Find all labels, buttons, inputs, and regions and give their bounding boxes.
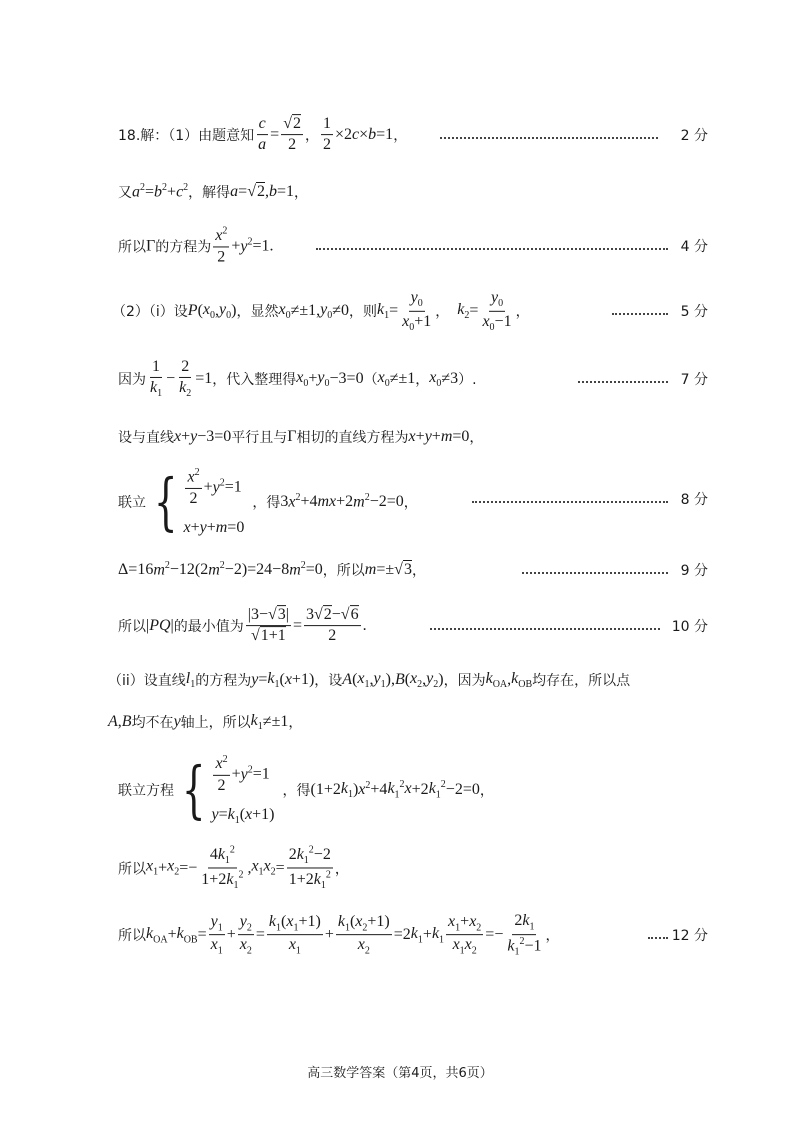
line-text: 平行且与 bbox=[231, 430, 288, 446]
page-footer: 高三数学答案（第4页，共6页） bbox=[307, 1066, 493, 1081]
solution-line-4: （2）（i）设 P ( $x_0$ , $y_0$ ) ，显然 $x_0$ ≠±1, $y_0$ ≠0 ，则 $k_1$ = $\frac{y_0}{x_0+1}$ ， $k_2$ = $\frac{y_0}{x_0-1}$ ， bbox=[112, 288, 530, 333]
line-text: ，显然 bbox=[236, 304, 279, 320]
line-text: （ bbox=[363, 371, 378, 388]
line-text: ，设 bbox=[314, 673, 343, 689]
solution-line-12: 联立方程 { $\frac{x^2}{2}$ $+y^2=1$ $y=k_1(x+1)$ ，得 (1+2 $k_1$ ) $x^2$ +4 $k_1^2x$ +2 $k_1^2$ −2=0 ， bbox=[118, 752, 494, 827]
line-text: 又 bbox=[118, 185, 132, 201]
dot-leader bbox=[440, 135, 658, 139]
solution-line-6: 设与直线 x + y −3=0 平行且与 Γ 相切的直线方程为 x + y + m =0 ， bbox=[118, 428, 484, 446]
solution-line-13: 所以 $x_1$ + $x_2$ =− $\frac{4k_1^2}{1+2k_1^2}$ , $x_1x_2$ = $\frac{2k_1^2-2}{1+2k_1^2}$ ， bbox=[118, 844, 349, 892]
solution-line-5: 因为 $\frac{1}{k_1}$ − $\frac{2}{k_2}$ =1 ，代入整理得 $x_0$ + $y_0$ −3=0 （ $x_0$ ≠±1 ， $x_0$ ≠3 ）. bbox=[118, 357, 477, 400]
fraction-x2-over-2: $\frac{x^2}{2}$ bbox=[215, 225, 228, 266]
line-text: 均存在，所以点 bbox=[532, 673, 631, 689]
fraction-distance: $\frac{|3-√3|}{√1+1}$ bbox=[247, 606, 289, 645]
line-text: 的方程为 bbox=[195, 673, 252, 689]
line-text: 所以 bbox=[118, 619, 146, 635]
fraction-c-over-a: $\frac{c}{a}$ bbox=[258, 115, 267, 154]
line-text: 所以 bbox=[118, 927, 146, 944]
dot-leader bbox=[430, 626, 660, 630]
score-mark: 4 分 bbox=[680, 239, 708, 255]
line-text: 均不在 bbox=[131, 715, 174, 731]
solution-line-11: A , B 均不在 y 轴上，所以 $k_1$ ≠±1 ， bbox=[108, 711, 303, 733]
fraction-1-over-k1: $\frac{1}{k_1}$ bbox=[150, 357, 163, 400]
dot-leader bbox=[472, 499, 668, 503]
line-text: 设与直线 bbox=[118, 430, 174, 446]
score-mark: 9 分 bbox=[680, 563, 708, 579]
score-mark: 5 分 bbox=[680, 304, 708, 320]
solution-line-10: （ii）设直线 $l_1$ 的方程为 y = $k_1$ ( x +1) ，设 A ( $x_1$ , $y_1$ ), B ( $x_2$ , $y_2$ ) ，因为 $k_{OA}$ , $k_{OB}$ 均存在，所以点 bbox=[108, 669, 631, 691]
line-text: ，因为 bbox=[443, 673, 486, 689]
fraction-2-over-k2: $\frac{2}{k_2}$ bbox=[179, 357, 192, 400]
dot-leader bbox=[648, 935, 668, 939]
line-text: 轴上，所以 bbox=[180, 715, 251, 731]
fraction-sum-roots: $\frac{4k_1^2}{1+2k_1^2}$ bbox=[201, 844, 244, 892]
line-text: ，代入整理得 bbox=[212, 371, 297, 388]
solution-line-8: Δ=16 $m^2$ −12(2 $m^2$ −2)=24−8 $m^2$ =0 ，所以 m =±√3 ， bbox=[118, 560, 426, 579]
question-intro: 18.解：（1）由题意知 bbox=[118, 128, 255, 144]
line-text: 联立方程 bbox=[118, 782, 174, 799]
score-mark: 7 分 bbox=[680, 372, 708, 388]
dot-leader bbox=[522, 570, 668, 574]
fraction-product-roots: $\frac{2k_1^2-2}{1+2k_1^2}$ bbox=[288, 844, 331, 892]
line-text: 的最小值为 bbox=[173, 619, 244, 635]
solution-line-7: 联立 { $\frac{x^2}{2}$ $+y^2=1$ x+y+m=0 ，得 3 $x^2$ +4 mx +2 $m^2$ −2=0 ， bbox=[118, 464, 418, 538]
fraction-k1: $\frac{y_0}{x_0+1}$ bbox=[402, 288, 432, 333]
line-text: 相切的直线方程为 bbox=[296, 430, 409, 446]
line-text: ）. bbox=[458, 371, 477, 388]
score-mark: 2 分 bbox=[680, 128, 708, 144]
line-text: 联立 bbox=[118, 494, 146, 511]
fraction-min-value: $\frac{3√2-√6}{2}$ bbox=[305, 606, 359, 645]
line-text: ，解得 bbox=[188, 185, 231, 201]
fraction-one-half: $\frac{1}{2}$ bbox=[322, 115, 331, 154]
line-text: （ii）设直线 bbox=[108, 673, 186, 689]
line-text: （2）（i）设 bbox=[112, 304, 188, 320]
dot-leader bbox=[612, 311, 668, 315]
fraction-k2: $\frac{y_0}{x_0-1}$ bbox=[482, 288, 512, 333]
solution-line-9: 所以 | PQ | 的最小值为 $\frac{|3-√3|}{√1+1}$ = $\frac{3√2-√6}{2}$ . bbox=[118, 606, 367, 645]
line-text: 的方程为 bbox=[155, 238, 212, 255]
dot-leader bbox=[578, 379, 668, 383]
line-text: ，所以 bbox=[322, 563, 365, 579]
solution-line-14: 所以 $k_{OA}$ + $k_{OB}$ = $\frac{y_1}{x_1}$ + $\frac{y_2}{x_2}$ = $\frac{k_1(x_1+1)}{x_1}$ + $\frac{k_1(x_2+1)}{x_2}$ =2 $k_1$ + $k_1$ $\frac{x_1+x_2}{x_1x_2}$ =− $\frac{2k_1}{k_1^2-1}$ ， bbox=[118, 912, 560, 958]
fraction-sqrt2-over-2: $\frac{√2}{2}$ bbox=[283, 115, 301, 154]
line-text: 所以 bbox=[118, 861, 146, 877]
line-text: ，得 bbox=[252, 494, 281, 511]
equation-system: { $\frac{x^2}{2}$ $+y^2=1$ $y=k_1(x+1)$ bbox=[181, 752, 275, 827]
score-mark: 10 分 bbox=[671, 619, 708, 635]
line-text: 所以 bbox=[118, 238, 146, 255]
score-mark: 12 分 bbox=[671, 928, 708, 944]
solution-line-1: 18.解：（1）由题意知 $\frac{c}{a}$ = $\frac{√2}{2}$ ， $\frac{1}{2}$ ×2c×b=1 ， bbox=[118, 115, 408, 154]
line-text: ，则 bbox=[349, 304, 378, 320]
equation-system: { $\frac{x^2}{2}$ $+y^2=1$ x+y+m=0 bbox=[153, 464, 245, 538]
solution-line-2: 又 $a^2=b^2+c^2$ ，解得 a =√2, b =1 ， bbox=[118, 182, 309, 201]
dot-leader bbox=[316, 246, 668, 250]
line-text: ，得 bbox=[282, 782, 311, 799]
score-mark: 8 分 bbox=[680, 492, 708, 508]
line-text: 因为 bbox=[118, 371, 146, 388]
solution-line-3: 所以 Γ 的方程为 $\frac{x^2}{2}$ + $y^2$ =1. bbox=[118, 225, 274, 266]
